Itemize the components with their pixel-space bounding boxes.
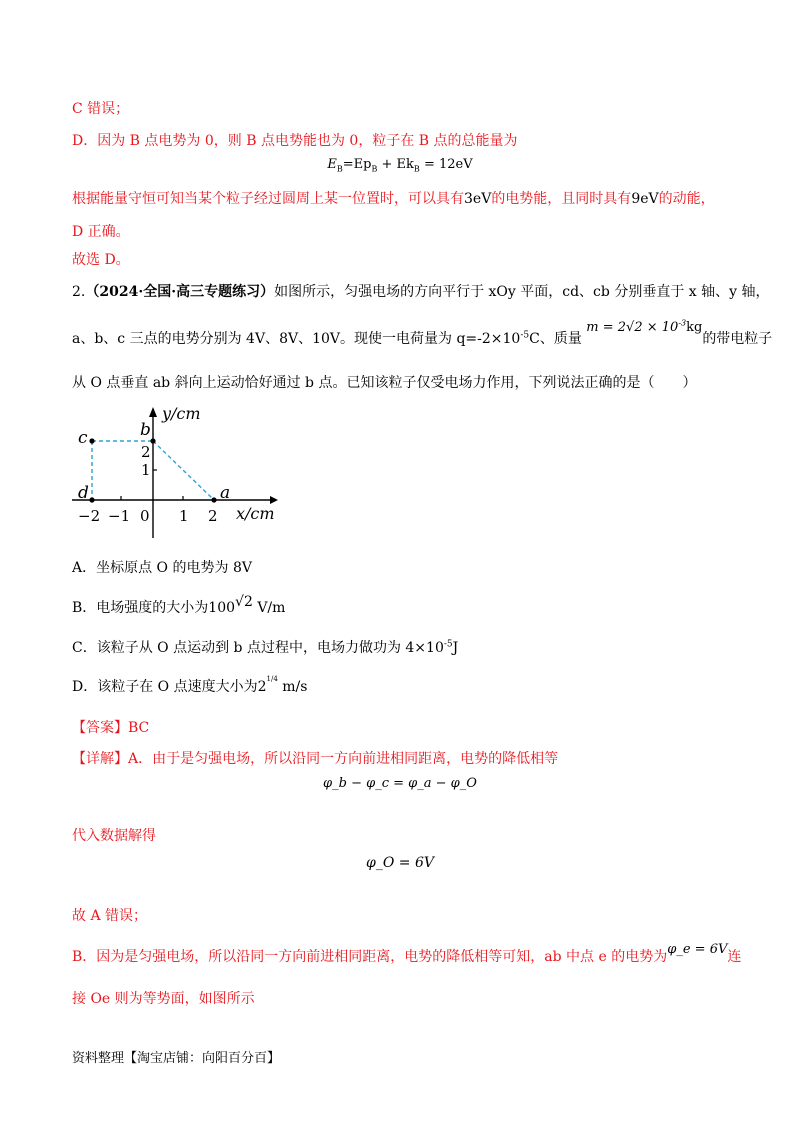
point-a-dot: [211, 497, 216, 502]
energy-conclusion: 根据能量守恒可知当某个粒子经过圆周上某一位置时，可以具有3eV的电势能，且同时具有9eV的动能，: [72, 191, 715, 207]
x-tick-label-1: 1: [179, 507, 189, 525]
x-axis-label: x/cm: [236, 504, 275, 523]
option-b: B．电场强度的大小为100√2 V/m: [72, 594, 286, 616]
y-axis-arrow: [149, 407, 157, 417]
question-2-line1: 2.（2024·全国·高三专题练习）如图所示，匀强电场的方向平行于 xOy 平面，cd、cb 分别垂直于 x 轴、y 轴，: [72, 284, 770, 300]
label-d: d: [78, 483, 89, 503]
equation-1: φ_b − φ_c = φ_a − φ_O: [323, 776, 477, 791]
coordinate-figure: [70, 403, 290, 543]
label-c: c: [78, 428, 88, 448]
x-axis-arrow: [270, 496, 278, 504]
substitute-text: 代入数据解得: [72, 828, 156, 844]
option-c: C．该粒子从 O 点运动到 b 点过程中，电场力做功为 $4\times 10^{-5}J$: [72, 639, 459, 656]
point-b-dot: [150, 438, 155, 443]
question-2-line3: 从 O 点垂直 ab 斜向上运动恰好通过 b 点。已知该粒子仅受电场力作用，下列说法正确的是（ ）: [72, 375, 697, 391]
choose-d: 故选 D。: [72, 252, 130, 268]
point-c-dot: [89, 438, 94, 443]
option-d: D．该粒子在 O 点速度大小为$2^{1/4}$ m/s: [72, 675, 308, 695]
label-b: b: [140, 420, 151, 440]
x-tick-label-0: 0: [140, 507, 150, 525]
option-a: A．坐标原点 O 的电势为 8V: [72, 560, 252, 576]
answer-label: 【答案】BC: [72, 720, 150, 736]
point-d-dot: [89, 497, 94, 502]
footer-text: 资料整理【淘宝店铺：向阳百分百】: [72, 1051, 281, 1066]
question-2-line2: a、b、c 三点的电势分别为 4V、8V、10V。现使一电荷量为 $q=-2\times 10^{-5}C$、质量 $m = 2√2 \times 10^{-3}kg$的带电粒子: [72, 318, 773, 347]
d-option-line: D．因为 B 点电势为 0，则 B 点电势能也为 0，粒子在 B 点的总能量为: [72, 133, 518, 149]
segment-ba: [153, 441, 214, 500]
a-wrong: 故 A 错误；: [72, 908, 148, 924]
c-wrong: C 错误；: [72, 101, 130, 117]
y-tick-label-2: 2: [141, 443, 151, 461]
x-tick-label-2: 2: [208, 507, 218, 525]
label-a: a: [220, 483, 231, 503]
y-tick-label-1: 1: [141, 461, 151, 479]
x-tick-label-m1: −1: [108, 507, 131, 525]
y-axis-label: y/cm: [162, 404, 201, 423]
d-correct: D 正确。: [72, 224, 130, 240]
energy-equation: $E_B=Ep_B + Ek_B = 12eV$: [327, 157, 473, 174]
detail-a: 【详解】A．由于是匀强电场，所以沿同一方向前进相同距离，电势的降低相等: [72, 751, 559, 767]
equation-2: φ_O = 6V: [366, 855, 434, 871]
detail-b-line2: 接 Oe 则为等势面，如图所示: [72, 991, 255, 1007]
detail-b-line1: B．因为是匀强电场，所以沿同一方向前进相同距离，电势的降低相等可知，ab 中点 e 的电势为φ_e = 6V连: [72, 942, 742, 965]
x-tick-label-m2: −2: [78, 507, 101, 525]
